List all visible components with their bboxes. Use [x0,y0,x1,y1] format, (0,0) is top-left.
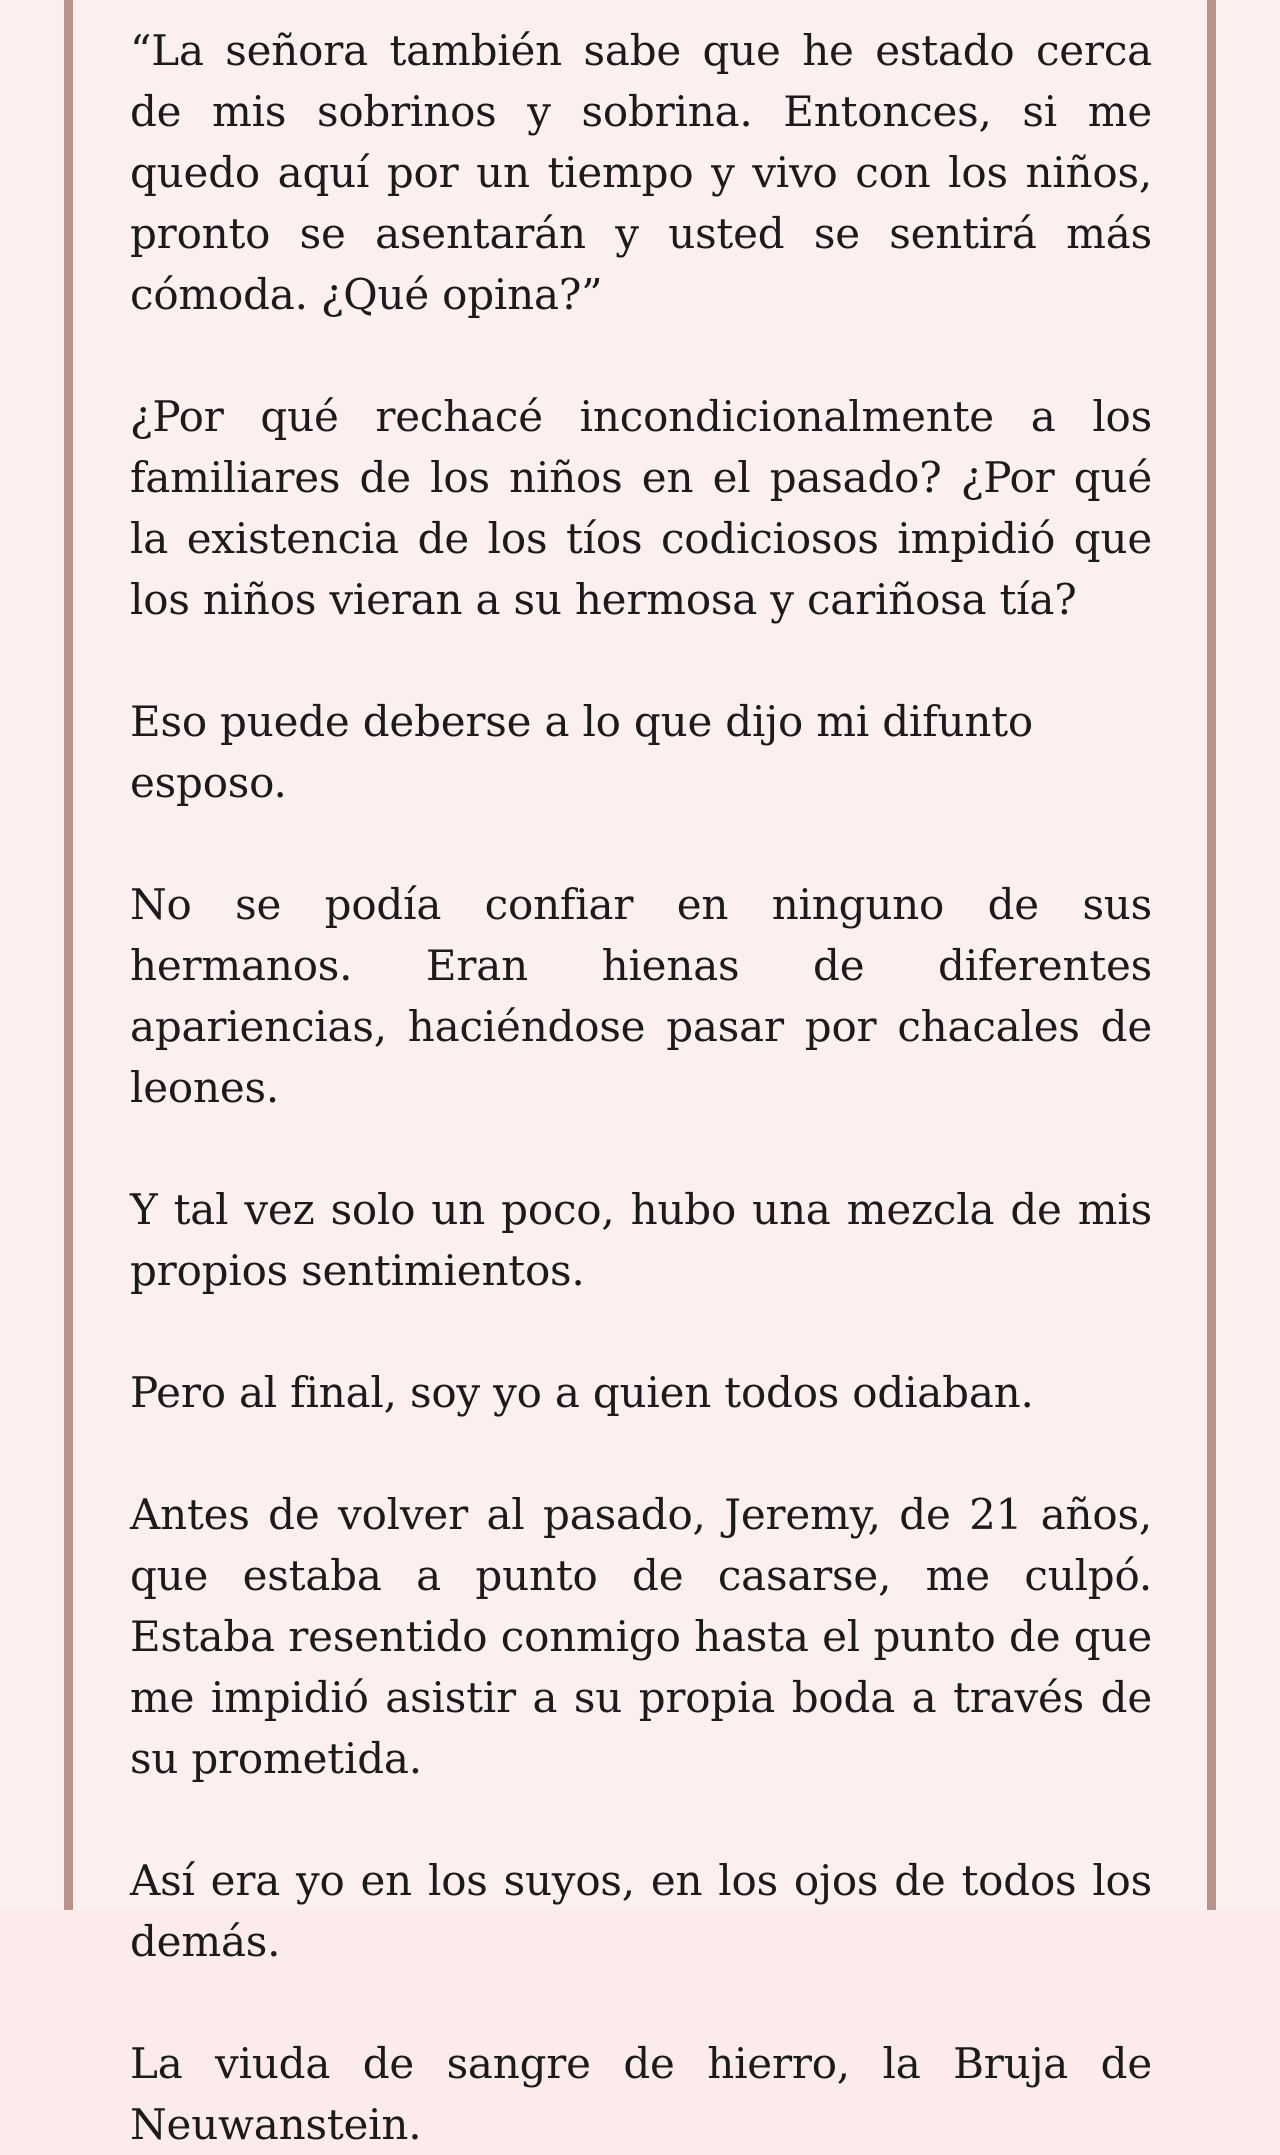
paragraph: Antes de volver al pasado, Jeremy, de 21 años, que estaba a punto de casarse, me culpó. Estaba resentido conmigo hasta el punto de que me impidió asistir a su propia boda a través de su prometida. [130,1490,1152,1783]
paragraph: ¿Por qué rechacé incondicionalmente a los familiares de los niños en el pasado? ¿Por qué la existencia de los tíos codiciosos impidió que los niños vieran a su hermosa y cariñosa tía? [130,392,1152,624]
paragraph: Pero al final, soy yo a quien todos odiaban. [130,1368,1034,1417]
paragraph: La viuda de sangre de hierro, la Bruja de Neuwanstein. [130,2039,1152,2149]
paragraph: Así era yo en los suyos, en los ojos de todos los demás. [130,1856,1152,1966]
paragraph: No se podía confiar en ninguno de sus hermanos. Eran hienas de diferentes apariencias, haciéndose pasar por chacales de leones. [130,880,1152,1112]
paragraph: Y tal vez solo un poco, hubo una mezcla de mis propios sentimientos. [130,1185,1152,1295]
paragraph: Eso puede deberse a lo que dijo mi difunto esposo. [130,697,1033,807]
page-border-left [64,0,73,1910]
paragraph: “La señora también sabe que he estado cerca de mis sobrinos y sobrina. Entonces, si me quedo aquí por un tiempo y vivo con los niños, pronto se asentarán y usted se sentirá más cómoda. ¿Qué opina?” [130,26,1152,319]
story-text[interactable] [130,20,1152,2155]
page-border-right [1207,0,1216,1910]
